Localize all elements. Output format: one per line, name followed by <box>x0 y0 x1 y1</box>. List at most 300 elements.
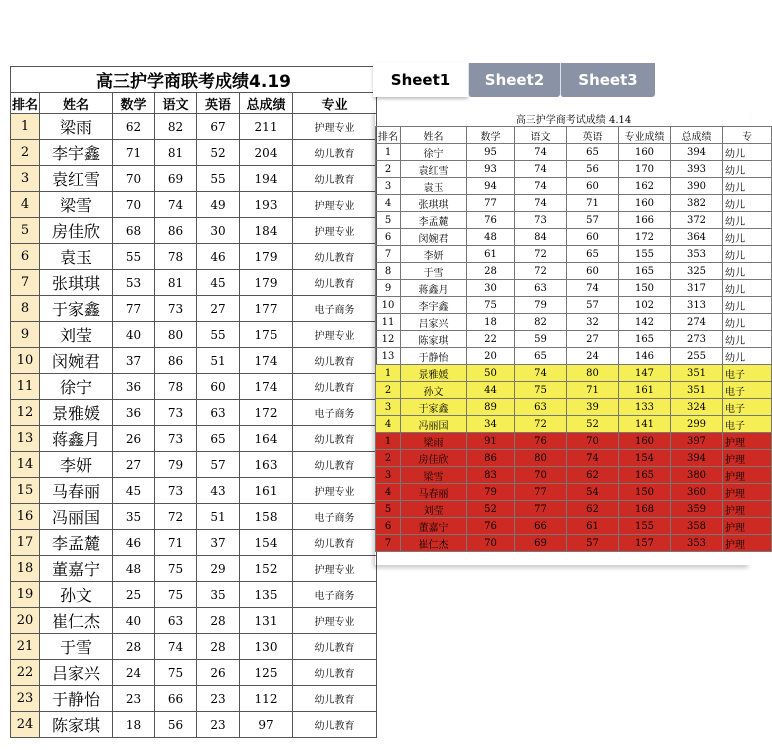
cell-rank[interactable]: 3 <box>376 178 401 195</box>
cell-major-score[interactable]: 165 <box>619 263 671 280</box>
cell-major[interactable]: 幼儿教育 <box>293 530 377 556</box>
cell-rank[interactable]: 5 <box>376 212 401 229</box>
cell-major[interactable]: 护理 <box>723 433 772 450</box>
cell-major-score[interactable]: 142 <box>619 314 671 331</box>
cell-major[interactable]: 电子商务 <box>293 296 377 322</box>
cell-rank[interactable]: 19 <box>11 582 40 608</box>
cell-rank[interactable]: 10 <box>376 297 401 314</box>
cell-chinese[interactable]: 73 <box>155 296 197 322</box>
cell-math[interactable]: 18 <box>113 712 155 738</box>
cell-total[interactable]: 184 <box>240 218 293 244</box>
cell-name[interactable]: 冯丽国 <box>401 416 467 433</box>
cell-rank[interactable]: 23 <box>11 686 40 712</box>
cell-chinese[interactable]: 72 <box>515 246 567 263</box>
cell-name[interactable]: 张琪琪 <box>40 270 113 296</box>
cell-name[interactable]: 吕家兴 <box>40 660 113 686</box>
cell-rank[interactable]: 5 <box>376 501 401 518</box>
cell-total[interactable]: 163 <box>240 452 293 478</box>
cell-math[interactable]: 37 <box>113 348 155 374</box>
cell-rank[interactable]: 18 <box>11 556 40 582</box>
cell-chinese[interactable]: 63 <box>515 280 567 297</box>
cell-major[interactable]: 幼儿 <box>723 246 772 263</box>
cell-total[interactable]: 393 <box>671 161 723 178</box>
cell-math[interactable]: 27 <box>113 452 155 478</box>
cell-rank[interactable]: 7 <box>376 535 401 552</box>
cell-total[interactable]: 351 <box>671 382 723 399</box>
cell-major-score[interactable]: 160 <box>619 195 671 212</box>
cell-major[interactable]: 幼儿教育 <box>293 270 377 296</box>
cell-chinese[interactable]: 73 <box>155 426 197 452</box>
cell-major-score[interactable]: 165 <box>619 331 671 348</box>
cell-major-score[interactable]: 150 <box>619 484 671 501</box>
cell-total[interactable]: 353 <box>671 246 723 263</box>
cell-major-score[interactable]: 168 <box>619 501 671 518</box>
cell-major[interactable]: 护理专业 <box>293 218 377 244</box>
cell-rank[interactable]: 3 <box>11 166 40 192</box>
cell-major-score[interactable]: 172 <box>619 229 671 246</box>
cell-math[interactable]: 23 <box>113 686 155 712</box>
cell-total[interactable]: 164 <box>240 426 293 452</box>
cell-major[interactable]: 幼儿 <box>723 348 772 365</box>
cell-total[interactable]: 313 <box>671 297 723 314</box>
cell-major-score[interactable]: 155 <box>619 246 671 263</box>
cell-math[interactable]: 36 <box>113 374 155 400</box>
cell-name[interactable]: 徐宁 <box>40 374 113 400</box>
cell-rank[interactable]: 24 <box>11 712 40 738</box>
cell-total[interactable]: 172 <box>240 400 293 426</box>
cell-english[interactable]: 51 <box>197 504 240 530</box>
cell-total[interactable]: 274 <box>671 314 723 331</box>
cell-rank[interactable]: 13 <box>11 426 40 452</box>
cell-total[interactable]: 174 <box>240 374 293 400</box>
cell-chinese[interactable]: 75 <box>155 660 197 686</box>
cell-major-score[interactable]: 166 <box>619 212 671 229</box>
cell-total[interactable]: 194 <box>240 166 293 192</box>
cell-chinese[interactable]: 74 <box>515 161 567 178</box>
cell-total[interactable]: 179 <box>240 270 293 296</box>
cell-total[interactable]: 131 <box>240 608 293 634</box>
cell-english[interactable]: 43 <box>197 478 240 504</box>
cell-total[interactable]: 364 <box>671 229 723 246</box>
cell-math[interactable]: 40 <box>113 322 155 348</box>
cell-english[interactable]: 74 <box>567 280 619 297</box>
cell-rank[interactable]: 14 <box>11 452 40 478</box>
cell-rank[interactable]: 7 <box>376 246 401 263</box>
cell-math[interactable]: 45 <box>113 478 155 504</box>
cell-chinese[interactable]: 72 <box>155 504 197 530</box>
cell-chinese[interactable]: 56 <box>155 712 197 738</box>
cell-major-score[interactable]: 147 <box>619 365 671 382</box>
cell-name[interactable]: 于家鑫 <box>401 399 467 416</box>
cell-chinese[interactable]: 74 <box>515 178 567 195</box>
cell-total[interactable]: 158 <box>240 504 293 530</box>
cell-major[interactable]: 护理专业 <box>293 608 377 634</box>
cell-chinese[interactable]: 81 <box>155 140 197 166</box>
cell-total[interactable]: 177 <box>240 296 293 322</box>
cell-major[interactable]: 电子 <box>723 399 772 416</box>
cell-name[interactable]: 梁雪 <box>40 192 113 218</box>
cell-math[interactable]: 24 <box>113 660 155 686</box>
cell-name[interactable]: 孙文 <box>40 582 113 608</box>
cell-english[interactable]: 65 <box>567 246 619 263</box>
cell-name[interactable]: 于家鑫 <box>40 296 113 322</box>
cell-chinese[interactable]: 80 <box>515 450 567 467</box>
cell-chinese[interactable]: 86 <box>155 218 197 244</box>
cell-english[interactable]: 65 <box>567 144 619 161</box>
cell-major[interactable]: 护理专业 <box>293 556 377 582</box>
cell-major[interactable]: 幼儿 <box>723 178 772 195</box>
cell-english[interactable]: 23 <box>197 712 240 738</box>
cell-rank[interactable]: 11 <box>11 374 40 400</box>
cell-total[interactable]: 130 <box>240 634 293 660</box>
cell-math[interactable]: 30 <box>467 280 515 297</box>
cell-rank[interactable]: 12 <box>11 400 40 426</box>
cell-total[interactable]: 299 <box>671 416 723 433</box>
cell-name[interactable]: 袁红雪 <box>40 166 113 192</box>
cell-english[interactable]: 67 <box>197 114 240 140</box>
cell-english[interactable]: 57 <box>197 452 240 478</box>
cell-total[interactable]: 390 <box>671 178 723 195</box>
cell-math[interactable]: 70 <box>113 166 155 192</box>
cell-total[interactable]: 179 <box>240 244 293 270</box>
cell-name[interactable]: 李孟麓 <box>401 212 467 229</box>
cell-math[interactable]: 77 <box>467 195 515 212</box>
cell-math[interactable]: 53 <box>113 270 155 296</box>
cell-rank[interactable]: 6 <box>376 518 401 535</box>
cell-english[interactable]: 56 <box>567 161 619 178</box>
cell-chinese[interactable]: 74 <box>155 634 197 660</box>
cell-chinese[interactable]: 69 <box>155 166 197 192</box>
cell-math[interactable]: 68 <box>113 218 155 244</box>
cell-major[interactable]: 电子商务 <box>293 582 377 608</box>
cell-english[interactable]: 74 <box>567 450 619 467</box>
cell-total[interactable]: 382 <box>671 195 723 212</box>
cell-chinese[interactable]: 66 <box>155 686 197 712</box>
cell-major-score[interactable]: 150 <box>619 280 671 297</box>
tab-sheet1[interactable]: Sheet1 <box>373 63 468 97</box>
cell-math[interactable]: 22 <box>467 331 515 348</box>
cell-rank[interactable]: 5 <box>11 218 40 244</box>
cell-name[interactable]: 孙文 <box>401 382 467 399</box>
cell-english[interactable]: 57 <box>567 212 619 229</box>
cell-english[interactable]: 39 <box>567 399 619 416</box>
tab-sheet2[interactable]: Sheet2 <box>468 63 560 97</box>
cell-name[interactable]: 李宇鑫 <box>40 140 113 166</box>
cell-chinese[interactable]: 74 <box>515 365 567 382</box>
cell-math[interactable]: 44 <box>467 382 515 399</box>
cell-name[interactable]: 袁玉 <box>40 244 113 270</box>
cell-chinese[interactable]: 71 <box>155 530 197 556</box>
cell-major-score[interactable]: 157 <box>619 535 671 552</box>
cell-rank[interactable]: 4 <box>11 192 40 218</box>
cell-major-score[interactable]: 154 <box>619 450 671 467</box>
cell-total[interactable]: 351 <box>671 365 723 382</box>
cell-major[interactable]: 幼儿 <box>723 331 772 348</box>
cell-major[interactable]: 电子 <box>723 365 772 382</box>
cell-major-score[interactable]: 170 <box>619 161 671 178</box>
cell-rank[interactable]: 15 <box>11 478 40 504</box>
cell-chinese[interactable]: 63 <box>155 608 197 634</box>
cell-major[interactable]: 幼儿 <box>723 144 772 161</box>
cell-name[interactable]: 崔仁杰 <box>40 608 113 634</box>
cell-math[interactable]: 18 <box>467 314 515 331</box>
cell-major[interactable]: 幼儿教育 <box>293 166 377 192</box>
cell-math[interactable]: 76 <box>467 212 515 229</box>
cell-english[interactable]: 30 <box>197 218 240 244</box>
cell-rank[interactable]: 1 <box>376 365 401 382</box>
cell-chinese[interactable]: 78 <box>155 374 197 400</box>
cell-chinese[interactable]: 63 <box>515 399 567 416</box>
cell-math[interactable]: 26 <box>113 426 155 452</box>
cell-major[interactable]: 电子商务 <box>293 504 377 530</box>
cell-english[interactable]: 71 <box>567 382 619 399</box>
cell-total[interactable]: 360 <box>671 484 723 501</box>
cell-total[interactable]: 154 <box>240 530 293 556</box>
cell-major-score[interactable]: 160 <box>619 144 671 161</box>
cell-major[interactable]: 幼儿 <box>723 195 772 212</box>
cell-english[interactable]: 61 <box>567 518 619 535</box>
cell-total[interactable]: 112 <box>240 686 293 712</box>
cell-english[interactable]: 24 <box>567 348 619 365</box>
cell-name[interactable]: 陈家琪 <box>40 712 113 738</box>
cell-major[interactable]: 护理 <box>723 535 772 552</box>
cell-name[interactable]: 房佳欣 <box>401 450 467 467</box>
cell-english[interactable]: 54 <box>567 484 619 501</box>
cell-english[interactable]: 28 <box>197 634 240 660</box>
cell-chinese[interactable]: 78 <box>155 244 197 270</box>
cell-english[interactable]: 26 <box>197 660 240 686</box>
cell-rank[interactable]: 4 <box>376 195 401 212</box>
cell-english[interactable]: 23 <box>197 686 240 712</box>
cell-rank[interactable]: 13 <box>376 348 401 365</box>
cell-rank[interactable]: 2 <box>376 161 401 178</box>
cell-total[interactable]: 135 <box>240 582 293 608</box>
cell-chinese[interactable]: 79 <box>155 452 197 478</box>
cell-major-score[interactable]: 160 <box>619 433 671 450</box>
cell-chinese[interactable]: 76 <box>515 433 567 450</box>
cell-chinese[interactable]: 82 <box>155 114 197 140</box>
cell-math[interactable]: 75 <box>467 297 515 314</box>
cell-total[interactable]: 193 <box>240 192 293 218</box>
cell-math[interactable]: 76 <box>467 518 515 535</box>
cell-english[interactable]: 29 <box>197 556 240 582</box>
cell-english[interactable]: 52 <box>567 416 619 433</box>
cell-english[interactable]: 27 <box>197 296 240 322</box>
cell-name[interactable]: 崔仁杰 <box>401 535 467 552</box>
cell-rank[interactable]: 22 <box>11 660 40 686</box>
cell-major-score[interactable]: 146 <box>619 348 671 365</box>
cell-math[interactable]: 35 <box>113 504 155 530</box>
cell-name[interactable]: 袁红雪 <box>401 161 467 178</box>
cell-math[interactable]: 94 <box>467 178 515 195</box>
cell-name[interactable]: 李孟麓 <box>40 530 113 556</box>
cell-english[interactable]: 55 <box>197 166 240 192</box>
cell-total[interactable]: 125 <box>240 660 293 686</box>
cell-total[interactable]: 380 <box>671 467 723 484</box>
cell-name[interactable]: 刘莹 <box>401 501 467 518</box>
cell-total[interactable]: 255 <box>671 348 723 365</box>
cell-chinese[interactable]: 82 <box>515 314 567 331</box>
cell-total[interactable]: 359 <box>671 501 723 518</box>
cell-english[interactable]: 49 <box>197 192 240 218</box>
cell-major[interactable]: 护理专业 <box>293 478 377 504</box>
cell-major[interactable]: 护理专业 <box>293 114 377 140</box>
cell-english[interactable]: 60 <box>567 178 619 195</box>
cell-rank[interactable]: 1 <box>376 144 401 161</box>
cell-chinese[interactable]: 84 <box>515 229 567 246</box>
cell-math[interactable]: 36 <box>113 400 155 426</box>
cell-rank[interactable]: 2 <box>11 140 40 166</box>
cell-total[interactable]: 204 <box>240 140 293 166</box>
cell-total[interactable]: 161 <box>240 478 293 504</box>
cell-major[interactable]: 幼儿 <box>723 212 772 229</box>
cell-math[interactable]: 34 <box>467 416 515 433</box>
cell-name[interactable]: 景雅媛 <box>401 365 467 382</box>
cell-name[interactable]: 于静怡 <box>40 686 113 712</box>
cell-english[interactable]: 52 <box>197 140 240 166</box>
cell-name[interactable]: 于雪 <box>40 634 113 660</box>
cell-chinese[interactable]: 72 <box>515 416 567 433</box>
cell-chinese[interactable]: 75 <box>515 382 567 399</box>
cell-major[interactable]: 护理 <box>723 467 772 484</box>
cell-chinese[interactable]: 74 <box>515 144 567 161</box>
cell-math[interactable]: 25 <box>113 582 155 608</box>
cell-english[interactable]: 62 <box>567 467 619 484</box>
cell-total[interactable]: 317 <box>671 280 723 297</box>
cell-major[interactable]: 幼儿教育 <box>293 140 377 166</box>
cell-english[interactable]: 62 <box>567 501 619 518</box>
cell-math[interactable]: 55 <box>113 244 155 270</box>
cell-english[interactable]: 80 <box>567 365 619 382</box>
cell-chinese[interactable]: 75 <box>155 582 197 608</box>
cell-major[interactable]: 幼儿教育 <box>293 452 377 478</box>
cell-major-score[interactable]: 161 <box>619 382 671 399</box>
tab-sheet3[interactable]: Sheet3 <box>560 63 655 97</box>
cell-total[interactable]: 358 <box>671 518 723 535</box>
cell-rank[interactable]: 21 <box>11 634 40 660</box>
cell-chinese[interactable]: 72 <box>515 263 567 280</box>
cell-math[interactable]: 89 <box>467 399 515 416</box>
cell-english[interactable]: 65 <box>197 426 240 452</box>
cell-math[interactable]: 50 <box>467 365 515 382</box>
cell-chinese[interactable]: 73 <box>515 212 567 229</box>
cell-name[interactable]: 李妍 <box>40 452 113 478</box>
cell-major[interactable]: 护理 <box>723 484 772 501</box>
cell-total[interactable]: 175 <box>240 322 293 348</box>
cell-major-score[interactable]: 141 <box>619 416 671 433</box>
cell-rank[interactable]: 17 <box>11 530 40 556</box>
cell-chinese[interactable]: 77 <box>515 484 567 501</box>
cell-name[interactable]: 闵婉君 <box>401 229 467 246</box>
cell-english[interactable]: 37 <box>197 530 240 556</box>
cell-math[interactable]: 46 <box>113 530 155 556</box>
cell-total[interactable]: 394 <box>671 450 723 467</box>
cell-math[interactable]: 48 <box>113 556 155 582</box>
cell-english[interactable]: 63 <box>197 400 240 426</box>
cell-math[interactable]: 70 <box>113 192 155 218</box>
cell-math[interactable]: 70 <box>467 535 515 552</box>
cell-major[interactable]: 幼儿 <box>723 297 772 314</box>
cell-name[interactable]: 陈家琪 <box>401 331 467 348</box>
cell-chinese[interactable]: 69 <box>515 535 567 552</box>
cell-english[interactable]: 70 <box>567 433 619 450</box>
cell-chinese[interactable]: 81 <box>155 270 197 296</box>
cell-name[interactable]: 董嘉宁 <box>40 556 113 582</box>
cell-chinese[interactable]: 73 <box>155 400 197 426</box>
cell-chinese[interactable]: 65 <box>515 348 567 365</box>
cell-major[interactable]: 幼儿教育 <box>293 660 377 686</box>
cell-english[interactable]: 57 <box>567 297 619 314</box>
cell-rank[interactable]: 9 <box>376 280 401 297</box>
cell-rank[interactable]: 4 <box>376 416 401 433</box>
cell-chinese[interactable]: 79 <box>515 297 567 314</box>
cell-name[interactable]: 蒋鑫月 <box>401 280 467 297</box>
cell-english[interactable]: 45 <box>197 270 240 296</box>
cell-rank[interactable]: 6 <box>376 229 401 246</box>
cell-chinese[interactable]: 77 <box>515 501 567 518</box>
cell-rank[interactable]: 10 <box>11 348 40 374</box>
cell-major[interactable]: 护理专业 <box>293 322 377 348</box>
cell-rank[interactable]: 3 <box>376 399 401 416</box>
cell-english[interactable]: 71 <box>567 195 619 212</box>
cell-math[interactable]: 91 <box>467 433 515 450</box>
cell-rank[interactable]: 9 <box>11 322 40 348</box>
cell-rank[interactable]: 11 <box>376 314 401 331</box>
cell-total[interactable]: 211 <box>240 114 293 140</box>
cell-english[interactable]: 55 <box>197 322 240 348</box>
cell-english[interactable]: 32 <box>567 314 619 331</box>
cell-rank[interactable]: 7 <box>11 270 40 296</box>
cell-major-score[interactable]: 165 <box>619 467 671 484</box>
cell-math[interactable]: 83 <box>467 467 515 484</box>
cell-math[interactable]: 86 <box>467 450 515 467</box>
cell-major-score[interactable]: 162 <box>619 178 671 195</box>
cell-total[interactable]: 273 <box>671 331 723 348</box>
cell-math[interactable]: 52 <box>467 501 515 518</box>
cell-major[interactable]: 电子商务 <box>293 400 377 426</box>
cell-english[interactable]: 51 <box>197 348 240 374</box>
cell-rank[interactable]: 3 <box>376 467 401 484</box>
cell-rank[interactable]: 2 <box>376 382 401 399</box>
cell-rank[interactable]: 6 <box>11 244 40 270</box>
cell-rank[interactable]: 1 <box>376 433 401 450</box>
cell-chinese[interactable]: 74 <box>515 195 567 212</box>
cell-name[interactable]: 马春丽 <box>401 484 467 501</box>
cell-name[interactable]: 梁雨 <box>401 433 467 450</box>
cell-name[interactable]: 闵婉君 <box>40 348 113 374</box>
cell-major[interactable]: 幼儿 <box>723 314 772 331</box>
cell-major[interactable]: 幼儿教育 <box>293 426 377 452</box>
cell-math[interactable]: 40 <box>113 608 155 634</box>
cell-name[interactable]: 房佳欣 <box>40 218 113 244</box>
cell-major[interactable]: 幼儿教育 <box>293 712 377 738</box>
cell-major[interactable]: 护理 <box>723 450 772 467</box>
cell-math[interactable]: 71 <box>113 140 155 166</box>
cell-major[interactable]: 护理 <box>723 501 772 518</box>
cell-english[interactable]: 35 <box>197 582 240 608</box>
cell-chinese[interactable]: 80 <box>155 322 197 348</box>
cell-total[interactable]: 325 <box>671 263 723 280</box>
cell-name[interactable]: 冯丽国 <box>40 504 113 530</box>
cell-name[interactable]: 于雪 <box>401 263 467 280</box>
cell-rank[interactable]: 8 <box>376 263 401 280</box>
cell-english[interactable]: 60 <box>567 263 619 280</box>
cell-major[interactable]: 幼儿教育 <box>293 634 377 660</box>
cell-rank[interactable]: 2 <box>376 450 401 467</box>
cell-english[interactable]: 57 <box>567 535 619 552</box>
cell-name[interactable]: 于静怡 <box>401 348 467 365</box>
cell-name[interactable]: 蒋鑫月 <box>40 426 113 452</box>
